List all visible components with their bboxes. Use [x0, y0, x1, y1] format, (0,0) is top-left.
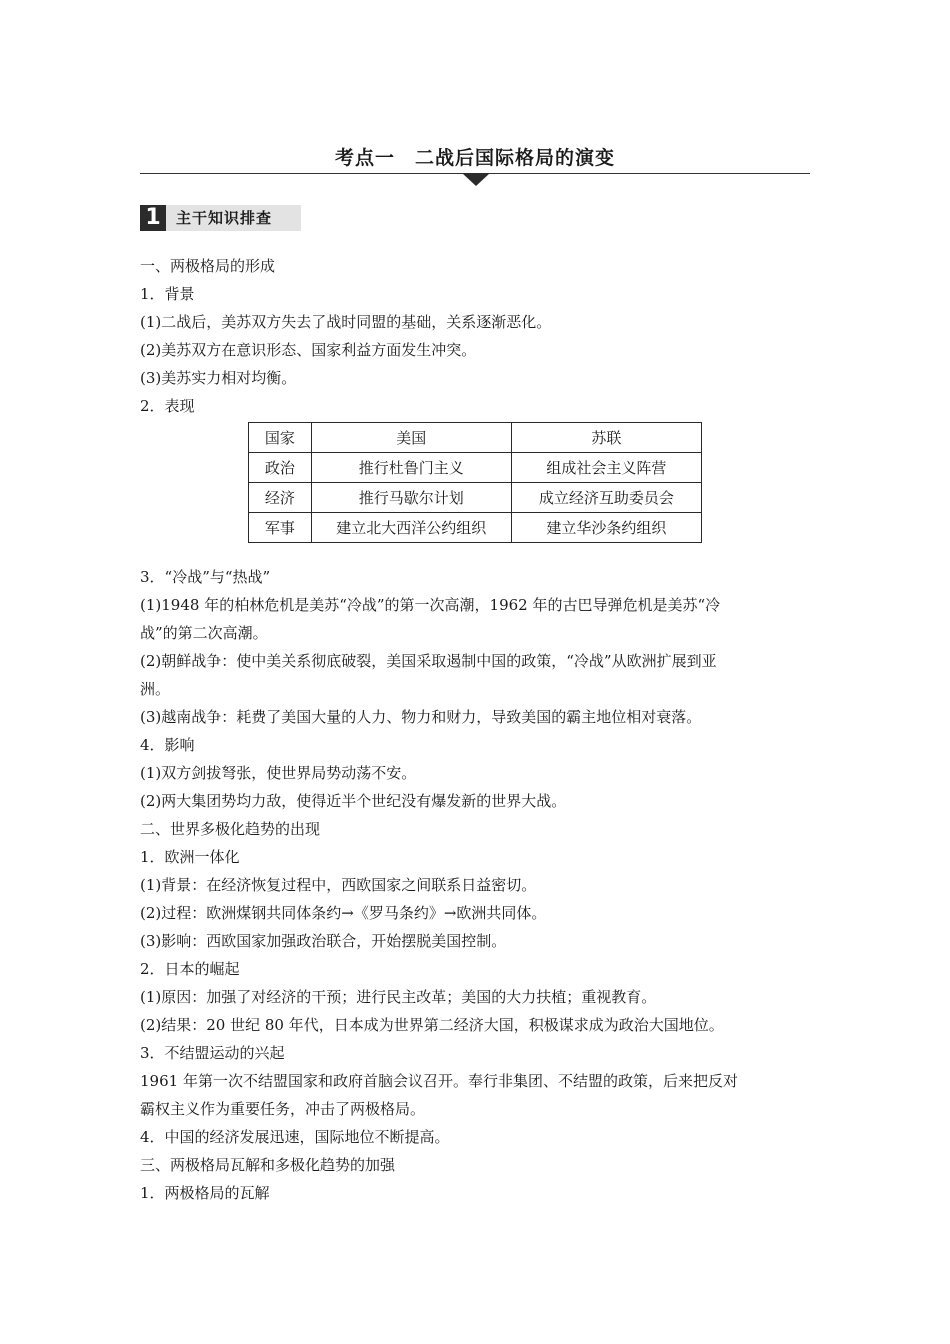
text-line: 1．欧洲一体化 — [140, 848, 240, 866]
table-cell: 建立北大西洋公约组织 — [311, 513, 511, 543]
text-line: 2．日本的崛起 — [140, 960, 240, 978]
text-line: 2．表现 — [140, 397, 195, 415]
table-header-cell: 国家 — [249, 423, 312, 453]
table-row — [249, 453, 702, 483]
text-line: 洲。 — [140, 680, 171, 698]
down-triangle-icon — [462, 173, 490, 186]
section-badge — [140, 205, 301, 231]
text-line: (3)美苏实力相对均衡。 — [140, 369, 297, 387]
table-cell: 推行杜鲁门主义 — [311, 453, 511, 483]
text-line: 3．“冷战”与“热战” — [140, 568, 271, 586]
text-line: (3)影响：西欧国家加强政治联合，开始摆脱美国控制。 — [140, 932, 507, 950]
text-line: (1)背景：在经济恢复过程中，西欧国家之间联系日益密切。 — [140, 876, 537, 894]
table-cell: 政治 — [249, 453, 312, 483]
text-line: (1)原因：加强了对经济的干预；进行民主改革；美国的大力扶植；重视教育。 — [140, 988, 657, 1006]
text-line: (3)越南战争：耗费了美国大量的人力、物力和财力，导致美国的霸主地位相对衰落。 — [140, 708, 702, 726]
table-row — [249, 483, 702, 513]
text-line: (2)过程：欧洲煤钢共同体条约→《罗马条约》→欧洲共同体。 — [140, 904, 547, 922]
text-line: (2)美苏双方在意识形态、国家利益方面发生冲突。 — [140, 341, 477, 359]
text-line: 1．两极格局的瓦解 — [140, 1184, 270, 1202]
text-line: 4．中国的经济发展迅速，国际地位不断提高。 — [140, 1128, 450, 1146]
text-line: 霸权主义作为重要任务，冲击了两极格局。 — [140, 1100, 426, 1118]
table-cell: 组成社会主义阵营 — [511, 453, 701, 483]
table-cell: 军事 — [249, 513, 312, 543]
text-line: 4．影响 — [140, 736, 195, 754]
text-line: (2)两大集团势均力敌，使得近半个世纪没有爆发新的世界大战。 — [140, 792, 567, 810]
table-cell: 经济 — [249, 483, 312, 513]
text-line: (1)二战后，美苏双方失去了战时同盟的基础，关系逐渐恶化。 — [140, 313, 552, 331]
text-line: 一、两极格局的形成 — [140, 257, 276, 275]
text-line: (2)朝鲜战争：使中美关系彻底破裂，美国采取遏制中国的政策，“冷战”从欧洲扩展到亚 — [140, 652, 717, 670]
text-line: 二、世界多极化趋势的出现 — [140, 820, 321, 838]
table-row — [249, 513, 702, 543]
table-cell: 建立华沙条约组织 — [511, 513, 701, 543]
text-line: (1)1948 年的柏林危机是美苏“冷战”的第一次高潮，1962 年的古巴导弹危机是美苏“冷 — [140, 596, 721, 614]
text-line: 1961 年第一次不结盟国家和政府首脑会议召开。奉行非集团、不结盟的政策，后来把反对 — [140, 1072, 738, 1090]
table-cell: 成立经济互助委员会 — [511, 483, 701, 513]
page-title: 考点一 二战后国际格局的演变 — [334, 147, 615, 169]
table-header-row — [249, 423, 702, 453]
section-label: 主干知识排查 — [176, 209, 273, 227]
text-line: (2)结果：20 世纪 80 年代，日本成为世界第二经济大国，积极谋求成为政治大国地位。 — [140, 1016, 724, 1034]
text-line: 1．背景 — [140, 285, 195, 303]
text-line: (1)双方剑拔弩张，使世界局势动荡不安。 — [140, 764, 417, 782]
comparison-table — [248, 422, 702, 543]
table-header-cell: 苏联 — [511, 423, 701, 453]
table-cell: 推行马歇尔计划 — [311, 483, 511, 513]
text-line: 战”的第二次高潮。 — [140, 624, 268, 642]
title-block — [140, 143, 810, 188]
text-line: 3．不结盟运动的兴起 — [140, 1044, 285, 1062]
table-header-cell: 美国 — [311, 423, 511, 453]
section-number: 1 — [140, 205, 166, 231]
text-line: 三、两极格局瓦解和多极化趋势的加强 — [140, 1156, 396, 1174]
